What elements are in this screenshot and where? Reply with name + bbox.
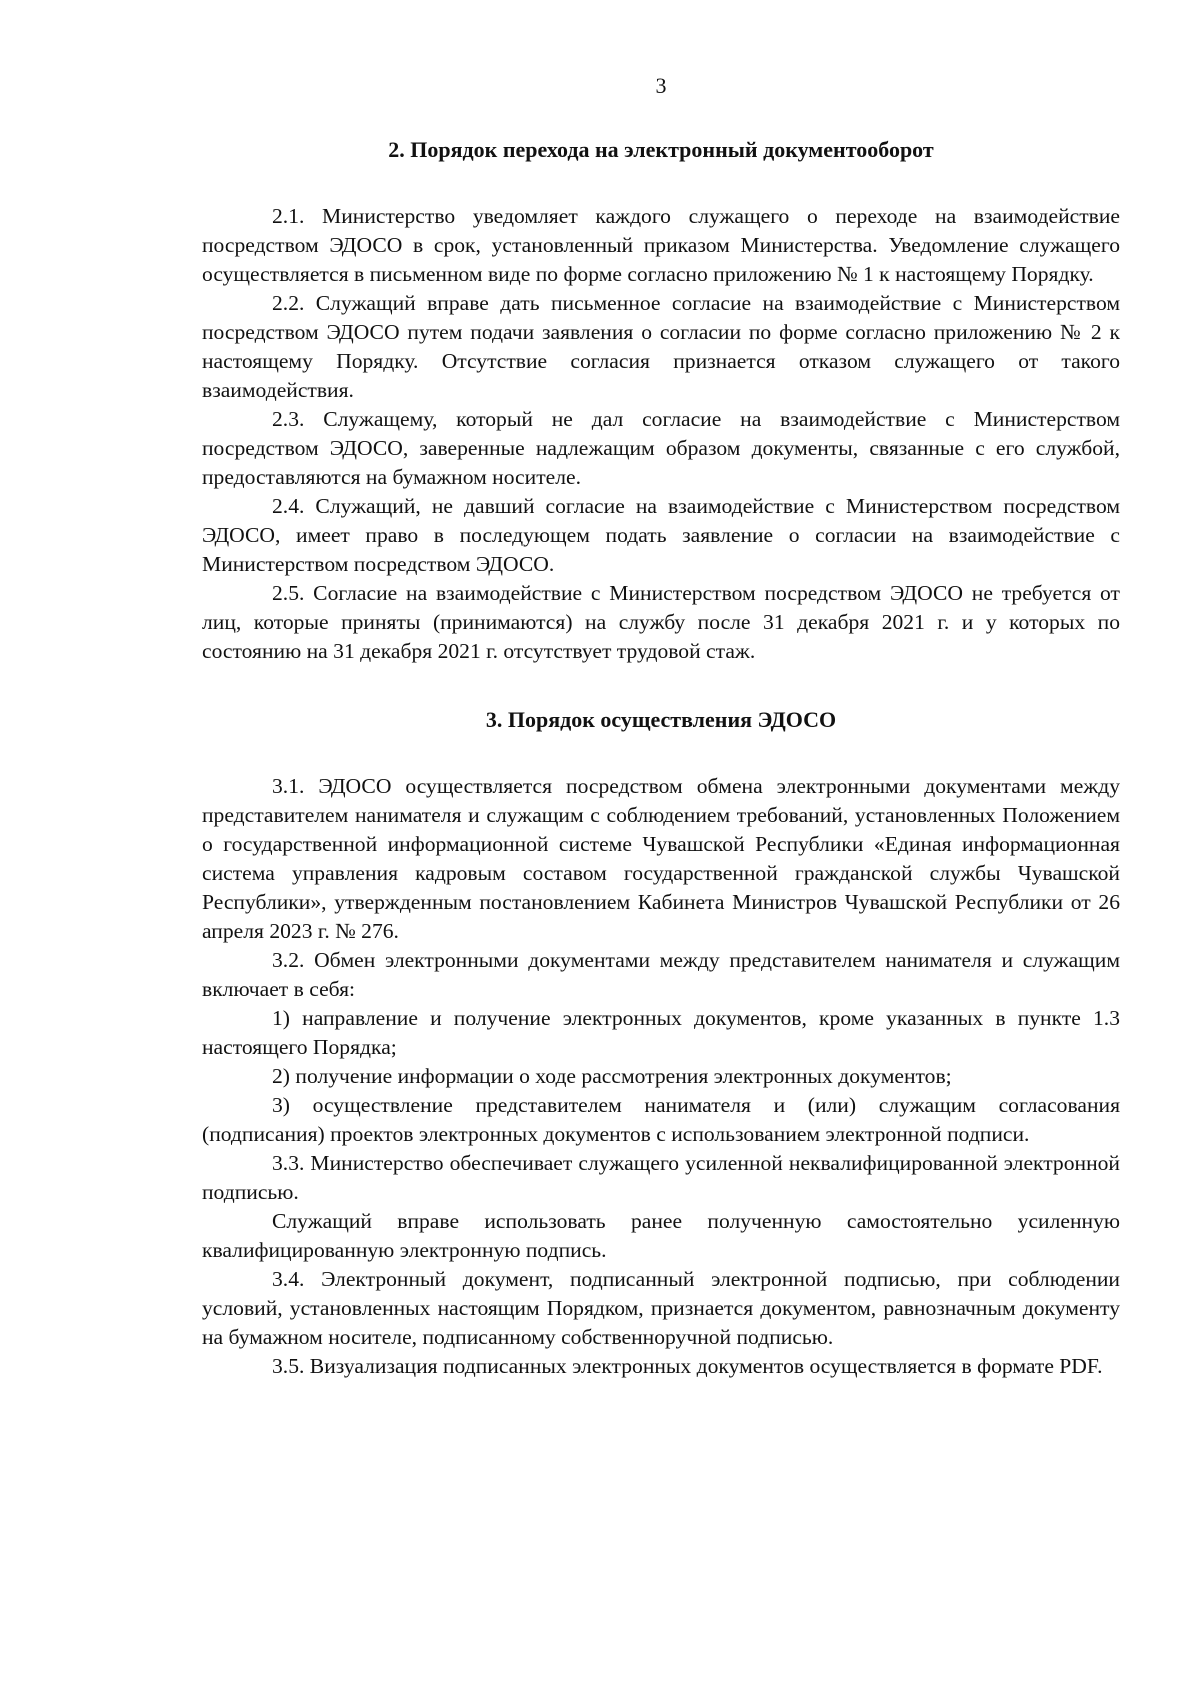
paragraph-3-5: 3.5. Визуализация подписанных электронных документов осуществляется в формате PDF. <box>272 1354 1103 1378</box>
paragraph-3-1: 3.1. ЭДОСО осуществляется посредством обмена электронными документами между представителем нанимателя и служащим с соблюдением требований, установленных Положением о государственной информационной системе Чувашской Республики «Единая информационная система управления кадровым составом государственной гражданской службы Чувашской Республики», утвержденным постановлением Кабинета Министров Чувашской Республики от 26 апреля 2023 г. № 276. <box>202 774 1120 943</box>
paragraph-2-1: 2.1. Министерство уведомляет каждого служащего о переходе на взаимодействие посредством ЭДОСО в срок, установленный приказом Министерства. Уведомление служащего осуществляется в письменном виде по форме согласно приложению № 1 к настоящему Порядку. <box>202 204 1120 286</box>
paragraph-3-3: 3.3. Министерство обеспечивает служащего усиленной неквалифицированной электронной подписью. <box>202 1151 1120 1204</box>
paragraph-3-2: 3.2. Обмен электронными документами между представителем нанимателя и служащим включает в себя: <box>202 948 1120 1001</box>
paragraph-2-3: 2.3. Служащему, который не дал согласие на взаимодействие с Министерством посредством ЭДОСО, заверенные надлежащим образом документы, связанные с его службой, предоставляются на бумажном носителе. <box>202 407 1120 489</box>
section-3 <box>202 706 1120 1381</box>
document-page <box>202 72 1120 1381</box>
list-item-3-2-1: 1) направление и получение электронных документов, кроме указанных в пункте 1.3 настоящего Порядка; <box>202 1006 1120 1059</box>
section-2-title: 2. Порядок перехода на электронный документооборот <box>388 137 934 162</box>
list-item-3-2-2: 2) получение информации о ходе рассмотрения электронных документов; <box>272 1064 952 1088</box>
paragraph-3-3-continued: Служащий вправе использовать ранее полученную самостоятельно усиленную квалифицированную электронную подпись. <box>202 1209 1120 1262</box>
paragraph-2-5: 2.5. Согласие на взаимодействие с Министерством посредством ЭДОСО не требуется от лиц, которые приняты (принимаются) на службу после 31 декабря 2021 г. и у которых по состоянию на 31 декабря 2021 г. отсутствует трудовой стаж. <box>202 581 1120 663</box>
page-number: 3 <box>655 73 667 98</box>
paragraph-2-4: 2.4. Служащий, не давший согласие на взаимодействие с Министерством посредством ЭДОСО, имеет право в последующем подать заявление о согласии на взаимодействие с Министерством посредством ЭДОСО. <box>202 494 1120 576</box>
list-item-3-2-3: 3) осуществление представителем нанимателя и (или) служащим согласования (подписания) проектов электронных документов с использованием электронной подписи. <box>202 1093 1120 1146</box>
paragraph-3-4: 3.4. Электронный документ, подписанный электронной подписью, при соблюдении условий, установленных настоящим Порядком, признается документом, равнозначным документу на бумажном носителе, подписанному собственноручной подписью. <box>202 1267 1120 1349</box>
section-2 <box>202 136 1120 666</box>
section-3-title: 3. Порядок осуществления ЭДОСО <box>485 707 837 732</box>
paragraph-2-2: 2.2. Служащий вправе дать письменное согласие на взаимодействие с Министерством посредством ЭДОСО путем подачи заявления о согласии по форме согласно приложению № 2 к настоящему Порядку. Отсутствие согласия признается отказом служащего от такого взаимодействия. <box>202 291 1120 402</box>
